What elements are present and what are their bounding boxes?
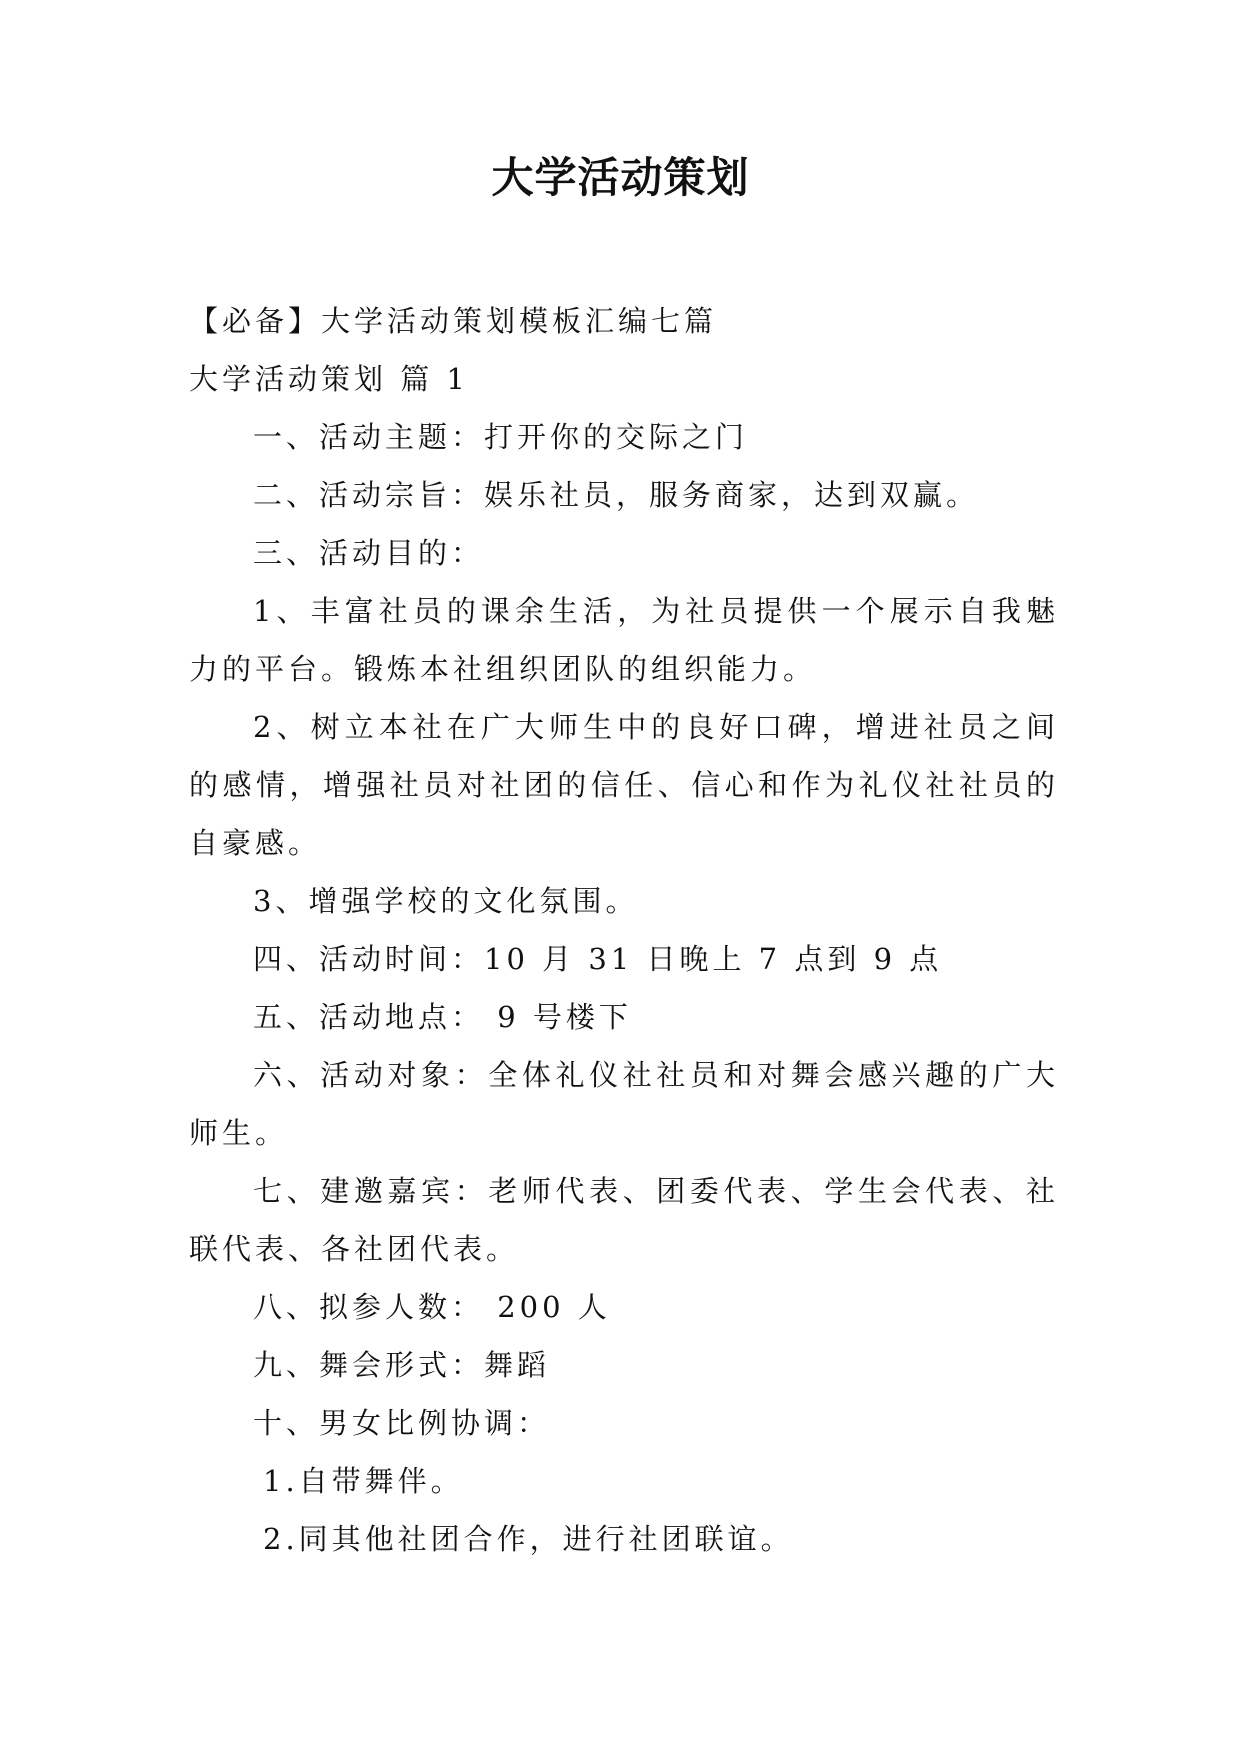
paragraph-location: 五、活动地点： 9 号楼下: [253, 1000, 632, 1034]
paragraph-ratio-item-2: 2.同其他社团合作，进行社团联谊。: [263, 1522, 794, 1556]
paragraph-guests: 七、建邀嘉宾：老师代表、团委代表、学生会代表、社联代表、各社团代表。: [189, 1174, 1059, 1266]
document-subtitle: 【必备】大学活动策划模板汇编七篇: [189, 304, 718, 338]
paragraph-audience: 六、活动对象：全体礼仪社社员和对舞会感兴趣的广大师生。: [189, 1058, 1059, 1150]
paragraph-ratio-item-1: 1.自带舞伴。: [263, 1464, 464, 1498]
paragraph-purpose: 二、活动宗旨：娱乐社员，服务商家，达到双赢。: [253, 478, 980, 512]
paragraph-ratio-heading: 十、男女比例协调：: [253, 1406, 551, 1440]
paragraph-format: 九、舞会形式：舞蹈: [253, 1348, 551, 1382]
paragraph-goal-1: 1、丰富社员的课余生活，为社员提供一个展示自我魅力的平台。锻炼本社组织团队的组织能力。: [189, 594, 1059, 686]
paragraph-goals-heading: 三、活动目的：: [253, 536, 485, 570]
document-title: 大学活动策划: [491, 153, 750, 202]
paragraph-theme: 一、活动主题：打开你的交际之门: [253, 420, 749, 454]
paragraph-time: 四、活动时间：10 月 31 日晚上 7 点到 9 点: [253, 942, 943, 976]
paragraph-goal-3: 3、增强学校的文化氛围。: [253, 884, 639, 918]
document-body: [189, 292, 1059, 1568]
paragraph-goal-2: 2、树立本社在广大师生中的良好口碑，增进社员之间的感情，增强社员对社团的信任、信心和作为礼仪社社员的自豪感。: [189, 710, 1059, 860]
paragraph-attendance: 八、拟参人数： 200 人: [253, 1290, 611, 1324]
section-heading: 大学活动策划 篇 1: [189, 362, 469, 396]
